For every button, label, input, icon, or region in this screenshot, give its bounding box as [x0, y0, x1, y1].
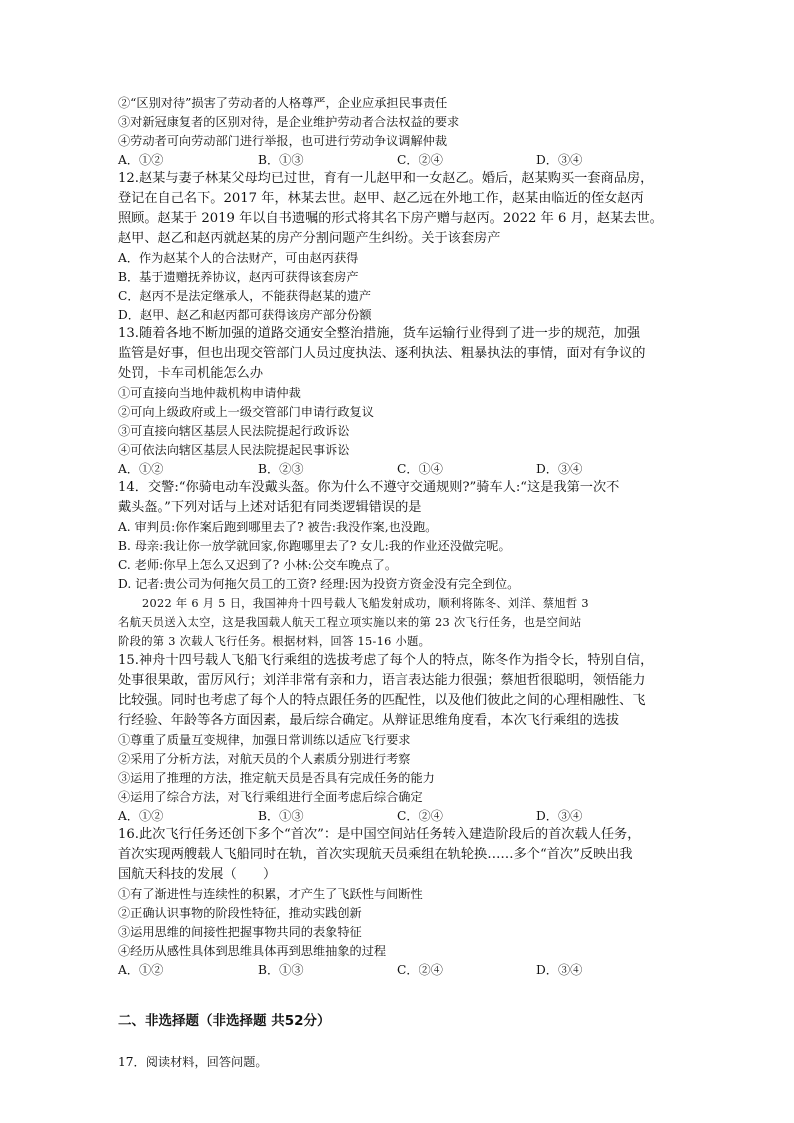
q13-item-3: ③可直接向辖区基层人民法院提起行政诉讼: [118, 424, 350, 438]
q13-item-1: ①可直接向当地仲裁机构申请仲裁: [118, 386, 301, 400]
q13-stem-line: 监管是好事，但也出现交管部门人员过度执法、逐利执法、粗暴执法的事情，面对有争议的: [118, 346, 646, 361]
q16-choice-c[interactable]: C．②④: [397, 963, 443, 977]
q15-choice-b[interactable]: B．①③: [258, 809, 304, 823]
q13-stem-line: 处罚，卡车司机能怎么办: [118, 366, 264, 381]
q14-option-b[interactable]: B. 母亲:我让你一放学就回家,你跑哪里去了? 女儿:我的作业还没做完呢。: [118, 539, 511, 553]
q11-choice-a[interactable]: A．①②: [118, 153, 164, 167]
material-line: 2022 年 6 月 5 日，我国神舟十四号载人飞船发射成功，顺利将陈冬、刘洋、蔡旭哲 3: [142, 597, 589, 610]
q12-option-c[interactable]: C．赵丙不是法定继承人，不能获得赵某的遗产: [118, 289, 372, 303]
q12-stem-line: 照顾。赵某于 2019 年以自书遗嘱的形式将其名下房产赠与赵丙。2022 年 6 月，赵某去世。: [118, 211, 663, 226]
q13-choice-c[interactable]: C．①④: [397, 462, 443, 476]
q12-stem-line: 赵甲、赵乙和赵丙就赵某的房产分割问题产生纠纷。关于该套房产: [118, 231, 501, 246]
q11-item-2: ②“区别对待”损害了劳动者的人格尊严，企业应承担民事责任: [118, 96, 448, 110]
q14-stem-line: 戴头盔。”下列对话与上述对话犯有同类逻辑错误的是: [118, 500, 422, 515]
q13-choice-d[interactable]: D．③④: [536, 462, 583, 476]
q15-choices: [118, 807, 688, 826]
q13-stem-line: 13.随着各地不断加强的道路交通安全整治措施，货车运输行业得到了进一步的规范，加强: [118, 326, 641, 341]
q15-item-1: ①尊重了质量互变规律，加强日常训练以适应飞行要求: [118, 733, 411, 747]
q15-choice-a[interactable]: A．①②: [118, 809, 164, 823]
q11-choice-d[interactable]: D．③④: [536, 153, 583, 167]
q14-stem-line: 14．交警:“你骑电动车没戴头盔。你为什么不遵守交通规则?”骑车人:“这是我第一次不: [118, 480, 620, 495]
q13-choice-a[interactable]: A．①②: [118, 462, 164, 476]
q13-choice-b[interactable]: B．②③: [258, 462, 304, 476]
q15-item-4: ④运用了综合方法，对飞行乘组进行全面考虑后综合确定: [118, 790, 423, 804]
q11-item-3: ③对新冠康复者的区别对待，是企业维护劳动者合法权益的要求: [118, 115, 460, 129]
q15-stem-line: 处事很果敢，雷厉风行；刘洋非常有亲和力，语言表达能力很强；蔡旭哲很聪明，领悟能力: [118, 673, 646, 688]
q16-item-1: ①有了渐进性与连续性的积累，才产生了飞跃性与间断性: [118, 887, 423, 901]
q15-choice-c[interactable]: C．②④: [397, 809, 443, 823]
q11-choice-b[interactable]: B．①③: [258, 153, 304, 167]
q12-option-a[interactable]: A．作为赵某个人的合法财产，可由赵丙获得: [118, 251, 359, 265]
q16-choices: [118, 961, 688, 980]
q16-stem-line: 16.此次飞行任务还创下多个“首次”：是中国空间站任务转入建造阶段后的首次载人任务，: [118, 827, 641, 842]
q15-choice-d[interactable]: D．③④: [536, 809, 583, 823]
q11-choice-c[interactable]: C．②④: [397, 153, 443, 167]
q16-choice-d[interactable]: D．③④: [536, 963, 583, 977]
q14-option-c[interactable]: C. 老师:你早上怎么又迟到了? 小林:公交车晚点了。: [118, 558, 398, 572]
q12-stem-line: 登记在自己名下。2017 年，林某去世。赵甲、赵乙远在外地工作，赵某由临近的侄女赵丙: [118, 191, 644, 206]
q16-item-2: ②正确认识事物的阶段性特征，推动实践创新: [118, 906, 362, 920]
q16-item-4: ④经历从感性具体到思维具体再到思维抽象的过程: [118, 944, 387, 958]
q16-choice-a[interactable]: A．①②: [118, 963, 164, 977]
q16-stem-line: 国航天科技的发展（ ）: [118, 867, 277, 882]
q16-choice-b[interactable]: B．①③: [258, 963, 304, 977]
q11-choices: [118, 151, 688, 170]
q14-option-d[interactable]: D. 记者:贵公司为何拖欠员工的工资? 经理:因为投资方资金没有完全到位。: [118, 577, 520, 591]
q12-option-b[interactable]: B．基于遗赠抚养协议，赵丙可获得该套房产: [118, 270, 359, 284]
q16-stem-line: 首次实现两艘载人飞船同时在轨，首次实现航天员乘组在轨轮换……多个“首次”反映出我: [118, 847, 633, 862]
q15-stem-line: 15.神舟十四号载人飞船飞行乘组的选拔考虑了每个人的特点，陈冬作为指令长，特别自信，: [118, 653, 654, 668]
q13-choices: [118, 460, 688, 479]
q13-item-2: ②可向上级政府或上一级交管部门申请行政复议: [118, 405, 374, 419]
q13-item-4: ④可依法向辖区基层人民法院提起民事诉讼: [118, 443, 350, 457]
q16-item-3: ③运用思维的间接性把握事物共同的表象特征: [118, 925, 362, 939]
material-line: 阶段的第 3 次载人飞行任务。根据材料，回答 15-16 小题。: [118, 635, 431, 648]
q15-stem-line: 行经验、年龄等各方面因素，最后综合确定。从辩证思维角度看，本次飞行乘组的选拔: [118, 713, 620, 728]
q12-stem-line: 12.赵某与妻子林某父母均已过世，育有一儿赵甲和一女赵乙。婚后，赵某购买一套商品房，: [118, 171, 654, 186]
q12-option-d[interactable]: D．赵甲、赵乙和赵丙都可获得该房产部分份额: [118, 308, 372, 322]
q15-item-2: ②采用了分析方法，对航天员的个人素质分别进行考察: [118, 752, 411, 766]
section-title: 二、非选择题（非选择题 共52分）: [118, 1013, 331, 1029]
material-line: 名航天员送入太空，这是我国载人航天工程立项实施以来的第 23 次飞行任务，也是空间站: [118, 616, 582, 629]
q17-stem: 17．阅读材料，回答问题。: [118, 1055, 268, 1069]
q11-item-4: ④劳动者可向劳动部门进行举报，也可进行劳动争议调解仲裁: [118, 134, 448, 148]
q15-stem-line: 比较强。同时也考虑了每个人的特点跟任务的匹配性，以及他们彼此之间的心理相融性、飞: [118, 693, 646, 708]
q15-item-3: ③运用了推理的方法，推定航天员是否具有完成任务的能力: [118, 771, 435, 785]
q14-option-a[interactable]: A. 审判员:你作案后跑到哪里去了? 被告:我没作案,也没跑。: [118, 520, 438, 534]
